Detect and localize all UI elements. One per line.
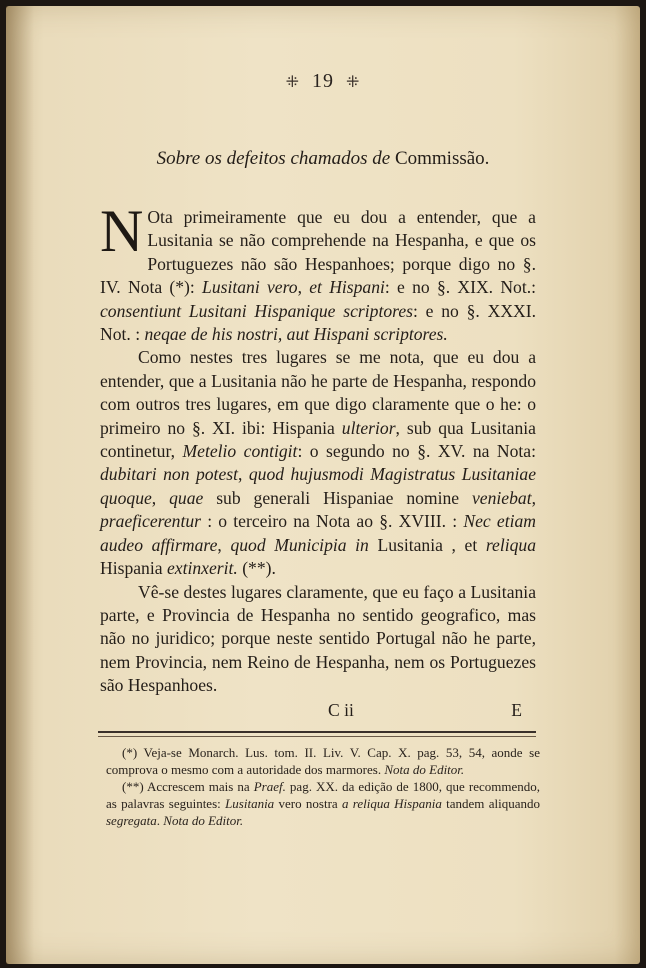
italic-text-run: quae [169, 487, 204, 508]
text-run: pag. XX. da edição de 1800, que recommendo, as palavras seguintes: [106, 779, 540, 811]
ornament-left-icon: ⁜ [285, 74, 300, 91]
italic-text-run: extinxerit. [166, 558, 238, 579]
text-run: . [156, 813, 164, 828]
paragraph-3 [100, 581, 536, 698]
italic-text-run: quod hujusmodi Magistratus Lusitaniae quoque [100, 464, 536, 508]
italic-text-run: consentiunt Lusitani Hispanique scriptores [100, 300, 413, 321]
italic-text-run: et Hispani [309, 277, 385, 298]
footnote-2-content [106, 779, 540, 828]
section-title-roman: Commissão. [394, 148, 490, 169]
italic-text-run: Nota do Editor. [384, 762, 465, 777]
italic-text-run: Lusitani vero [202, 277, 298, 298]
italic-text-run: a reliqua Hispania [341, 796, 442, 811]
catchword: E [511, 700, 522, 720]
footnote-rule-thin [98, 736, 536, 737]
text-run: , [531, 487, 536, 508]
body-text [100, 198, 537, 698]
footnote-1-content [106, 745, 540, 777]
paragraph-2-content [100, 347, 536, 578]
text-run: , sub qua Lusitania continetur, [100, 417, 536, 462]
drop-cap: N [100, 198, 144, 264]
footnotes [106, 744, 540, 829]
text-run: sub generali Hispaniae nomine [203, 487, 472, 508]
text-run: Lusitania , et [368, 534, 486, 555]
page-foot-line [100, 700, 536, 724]
text-run: , [151, 487, 170, 508]
italic-text-run: Praef. [253, 779, 286, 794]
text-run: (*) Veja-se Monarch. Lus. tom. II. Liv. V. Cap. X. pag. 53, 54, aonde se comprova o mesmo com a autoridade dos marmores. [106, 745, 540, 777]
text-run: , [238, 464, 249, 485]
text-run: , [217, 534, 231, 555]
section-title-italic: Sobre os defeitos chamados de [156, 148, 391, 169]
italic-text-run: veniebat [472, 487, 532, 508]
text-run: : o terceiro na Nota ao §. XVIII. : [200, 511, 464, 532]
text-run: : e no §. XIX. Not.: [384, 277, 536, 298]
italic-text-run: dubitari non potest [100, 464, 238, 485]
italic-text-run: Nec etiam audeo affirmare [100, 511, 536, 555]
text-run: : e no §. XXXI. Not. : [100, 300, 536, 345]
paragraph-3-content [100, 582, 536, 696]
ornament-right-icon: ⁜ [346, 74, 361, 91]
text-run: Como nestes tres lugares se me nota, que eu dou a entender, que a Lusitania não he parte de Hespanha, respondo com outros tres lugares, em que digo claramente que o he: o primeiro no §. XI. ibi: Hispania [100, 347, 536, 438]
italic-text-run: Lusitania [225, 796, 275, 811]
text-run: Vê-se destes lugares claramente, que eu faço a Lusitania parte, e Provincia de Hespanha no sentido geografico, mas não no juridico; porque neste sentido Portugal não he parte, nem Provincia, nem Reino de Hespanha, nem os Portuguezes são Hespanhoes. [100, 581, 536, 696]
paragraph-2 [100, 346, 536, 580]
paragraph-1-content [100, 198, 536, 345]
text-run: (**). [237, 558, 276, 579]
italic-text-run: neqae de his nostri, aut Hispani scriptores. [144, 324, 448, 345]
italic-text-run: quod Municipia in [230, 534, 369, 555]
text-run: Ota primeiramente que eu dou a entender, que a Lusitania se não comprehende na Hespanha, e que os Portuguezes não são Hespanhoes; porque digo no §. IV. Nota (*): [100, 207, 536, 298]
italic-text-run: reliqua [485, 534, 536, 555]
italic-text-run: praeficerentur [100, 511, 201, 532]
book-page [6, 6, 640, 964]
paragraph-1 [100, 198, 536, 346]
text-run: vero nostra [274, 796, 342, 811]
footnote-2 [106, 778, 540, 829]
page-number: 19 [312, 70, 334, 92]
running-head [6, 70, 640, 93]
text-run: tandem aliquando [441, 796, 540, 811]
text-run: (**) Accrescem mais na [122, 779, 254, 794]
footnote-rule [98, 731, 536, 733]
section-title [6, 148, 640, 170]
text-run: , [297, 277, 310, 298]
footnote-1 [106, 744, 540, 778]
italic-text-run: Nota do Editor. [163, 813, 244, 828]
italic-text-run: segregata [106, 813, 157, 828]
text-run: : o segundo no §. XV. na Nota: [297, 441, 537, 462]
italic-text-run: Metelio contigit [182, 441, 298, 462]
signature-mark: C ii [328, 700, 354, 720]
italic-text-run: ulterior [341, 417, 396, 438]
text-run: Hispania [100, 558, 167, 579]
